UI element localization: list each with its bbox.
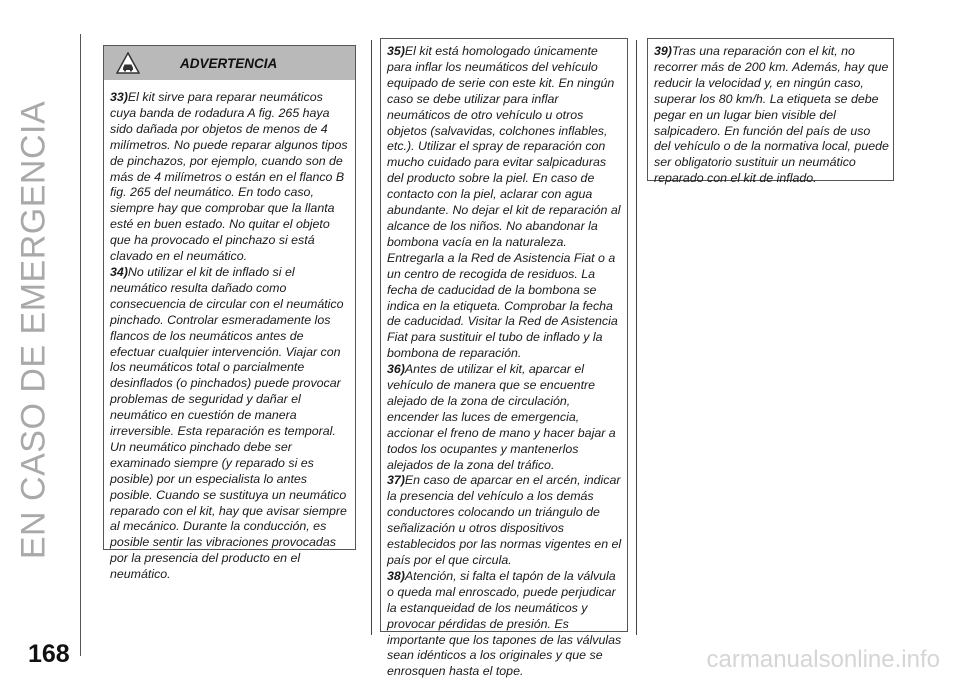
notes-box xyxy=(380,38,628,679)
note-35 xyxy=(387,44,623,362)
note-text: El kit está homologado únicamente para inflar los neumáticos del vehículo equipado de serie con este kit. En ningún caso se debe utilizar para inflar neumáticos de otro vehículo u otros objetos (salvavidas, colchones inflables, etc.). Utilizar el spray de reparación con mucho cuidado para evitar salpicaduras del producto sobre la piel. En caso de contacto con la piel, aclarar con agua abundante. No dejar el kit de reparación al alcance de los niños. No abandonar la bombona vacía en la naturaleza. Entregarla a la Red de Asistencia Fiat o a un centro de recogida de residuos. La fecha de caducidad de la bombona se indica en la etiqueta. Comprobar la fecha de caducidad. Visitar la Red de Asistencia Fiat para sustituir el tubo de inflado y la bombona de reparación. xyxy=(387,44,621,361)
note-37 xyxy=(387,473,623,568)
note-34 xyxy=(110,265,351,583)
note-text: En caso de aparcar en el arcén, indicar la presencia del vehículo a los demás conductores colocando un triángulo de señalización u otros dispositivos establecidos por las normas vigentes en el país por el que circula. xyxy=(387,473,622,567)
warning-header xyxy=(104,46,355,80)
section-title: EN CASO DE EMERGENCIA xyxy=(14,100,53,560)
watermark: carmanualsonline.info xyxy=(706,646,940,673)
note-number: 34) xyxy=(110,264,128,279)
side-divider xyxy=(80,34,81,656)
notes-box xyxy=(647,38,894,186)
note-number: 33) xyxy=(110,90,128,104)
warning-box xyxy=(103,45,356,582)
note-38 xyxy=(387,569,623,680)
note-number: 37) xyxy=(387,473,405,488)
page-number: 168 xyxy=(28,640,70,668)
column-divider xyxy=(371,40,372,635)
note-36 xyxy=(387,362,623,473)
note-number: 39) xyxy=(654,44,672,58)
note-text: El kit sirve para reparar neumáticos cuya banda de rodadura A fig. 265 haya sido dañada por objetos de menos de 4 milímetros. No puede reparar algunos tipos de pinchazos, por ejemplo, cuando son de más de 4 milímetros o están en el flanco B fig. 265 del neumático. En todo caso, siempre hay que comprobar que la llanta esté en buen estado. No quitar el objeto que ha provocado el pinchazo si está clavado en el neumático. xyxy=(110,90,348,264)
note-39 xyxy=(654,44,889,187)
note-33 xyxy=(110,90,351,265)
column-divider xyxy=(636,40,637,635)
note-text: Atención, si falta el tapón de la válvula o queda mal enroscado, puede perjudicar la estanqueidad de los neumáticos y provocar pérdidas de presión. Es importante que los tapones de las válvulas sean idénticos a los originales y que se enrosquen hasta el tope. xyxy=(387,568,622,679)
note-text: Antes de utilizar el kit, aparcar el vehículo de manera que se encuentre alejado de la zona de circulación, encender las luces de emergencia, accionar el freno de mano y hacer bajar a todos los ocupantes y mantenerlos alejados de la zona del tráfico. xyxy=(387,362,616,472)
note-text: No utilizar el kit de inflado si el neumático resulta dañado como consecuencia de circular con el neumático pinchado. Controlar esmeradamente los flancos de los neumáticos antes de efectuar cualquier intervención. Viajar con los neumáticos total o parcialmente desinflados (o pinchados) puede provocar problemas de seguridad y dañar el neumático en cuestión de manera irreversible. Esta reparación es temporal. Un neumático pinchado debe ser examinado siempre (y reparado si es posible) por un especialista lo antes posible. Cuando se sustituya un neumático reparado con el kit, hay que avisar siempre al mecánico. Durante la conducción, es posible sentir las vibraciones provocadas por la presencia del producto en el neumático. xyxy=(110,264,347,582)
note-number: 38) xyxy=(387,568,405,583)
note-text: Tras una reparación con el kit, no recorrer más de 200 km. Además, hay que reducir la velocidad y, en ningún caso, superar los 80 km/h. La etiqueta se debe pegar en un lugar bien visible del salpicadero. En función del país de uso del vehículo o de la normativa local, puede ser obligatorio sustituir un neumático reparado con el kit de inflado. xyxy=(654,44,889,186)
note-number: 36) xyxy=(387,362,405,377)
note-number: 35) xyxy=(387,44,405,58)
warning-title: ADVERTENCIA xyxy=(180,56,278,71)
car-warning-icon xyxy=(116,52,140,74)
